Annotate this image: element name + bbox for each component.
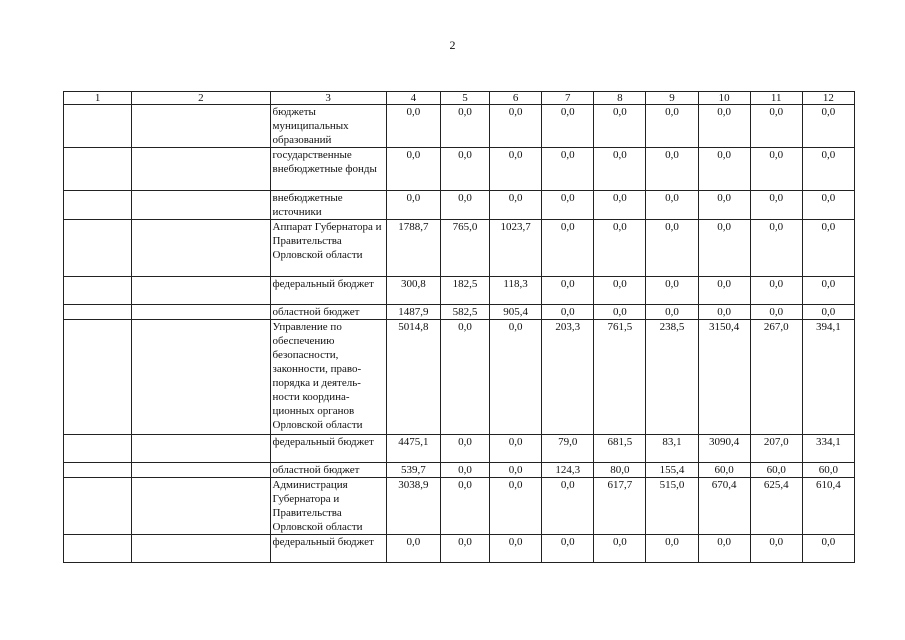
value-cell: 394,1 <box>802 320 854 435</box>
column-header: 4 <box>386 92 440 105</box>
empty-cell <box>64 277 132 305</box>
empty-cell <box>64 220 132 277</box>
value-cell: 765,0 <box>440 220 489 277</box>
value-cell: 1023,7 <box>490 220 542 277</box>
value-cell: 0,0 <box>646 105 698 148</box>
row-label: федеральный бюджет <box>270 435 386 463</box>
value-cell: 0,0 <box>698 105 750 148</box>
empty-cell <box>132 435 270 463</box>
value-cell: 0,0 <box>802 191 854 220</box>
value-cell: 582,5 <box>440 305 489 320</box>
table-row <box>64 478 855 535</box>
value-cell: 238,5 <box>646 320 698 435</box>
value-cell: 207,0 <box>750 435 802 463</box>
value-cell: 0,0 <box>698 535 750 563</box>
table-header-row <box>64 92 855 105</box>
row-label: внебюджетные источники <box>270 191 386 220</box>
value-cell: 83,1 <box>646 435 698 463</box>
value-cell: 0,0 <box>386 191 440 220</box>
value-cell: 0,0 <box>440 148 489 191</box>
value-cell: 0,0 <box>490 191 542 220</box>
value-cell: 0,0 <box>802 148 854 191</box>
value-cell: 3150,4 <box>698 320 750 435</box>
empty-cell <box>64 320 132 435</box>
value-cell: 300,8 <box>386 277 440 305</box>
value-cell: 0,0 <box>386 105 440 148</box>
value-cell: 0,0 <box>440 478 489 535</box>
value-cell: 0,0 <box>542 220 594 277</box>
value-cell: 681,5 <box>594 435 646 463</box>
value-cell: 60,0 <box>750 463 802 478</box>
column-header: 2 <box>132 92 270 105</box>
row-label: бюджеты муниципальных образований <box>270 105 386 148</box>
empty-cell <box>132 220 270 277</box>
row-label: Управление по обеспечению безопасности, законности, право-порядка и деятель-ности координа-ционных органов Орловской области <box>270 320 386 435</box>
table-row <box>64 535 855 563</box>
value-cell: 0,0 <box>594 535 646 563</box>
value-cell: 0,0 <box>802 535 854 563</box>
value-cell: 0,0 <box>594 148 646 191</box>
empty-cell <box>64 305 132 320</box>
value-cell: 0,0 <box>594 305 646 320</box>
table-row <box>64 148 855 191</box>
empty-cell <box>64 148 132 191</box>
value-cell: 0,0 <box>542 191 594 220</box>
empty-cell <box>132 191 270 220</box>
value-cell: 334,1 <box>802 435 854 463</box>
value-cell: 0,0 <box>750 191 802 220</box>
value-cell: 0,0 <box>542 277 594 305</box>
table-row <box>64 191 855 220</box>
value-cell: 118,3 <box>490 277 542 305</box>
value-cell: 0,0 <box>646 191 698 220</box>
empty-cell <box>132 148 270 191</box>
value-cell: 182,5 <box>440 277 489 305</box>
value-cell: 80,0 <box>594 463 646 478</box>
value-cell: 0,0 <box>542 478 594 535</box>
value-cell: 0,0 <box>750 148 802 191</box>
value-cell: 0,0 <box>646 277 698 305</box>
value-cell: 0,0 <box>802 277 854 305</box>
value-cell: 0,0 <box>594 191 646 220</box>
value-cell: 0,0 <box>542 148 594 191</box>
value-cell: 0,0 <box>750 305 802 320</box>
column-header: 1 <box>64 92 132 105</box>
value-cell: 0,0 <box>698 220 750 277</box>
value-cell: 617,7 <box>594 478 646 535</box>
value-cell: 670,4 <box>698 478 750 535</box>
value-cell: 539,7 <box>386 463 440 478</box>
value-cell: 0,0 <box>698 305 750 320</box>
row-label: государственные внебюджетные фонды <box>270 148 386 191</box>
value-cell: 515,0 <box>646 478 698 535</box>
value-cell: 60,0 <box>802 463 854 478</box>
value-cell: 79,0 <box>542 435 594 463</box>
row-label: федеральный бюджет <box>270 535 386 563</box>
empty-cell <box>132 320 270 435</box>
table-row <box>64 220 855 277</box>
value-cell: 0,0 <box>386 535 440 563</box>
value-cell: 0,0 <box>440 105 489 148</box>
column-header: 5 <box>440 92 489 105</box>
value-cell: 0,0 <box>542 305 594 320</box>
column-header: 3 <box>270 92 386 105</box>
value-cell: 0,0 <box>490 320 542 435</box>
value-cell: 0,0 <box>646 535 698 563</box>
value-cell: 0,0 <box>440 535 489 563</box>
value-cell: 3038,9 <box>386 478 440 535</box>
value-cell: 905,4 <box>490 305 542 320</box>
table-row <box>64 305 855 320</box>
value-cell: 0,0 <box>490 463 542 478</box>
value-cell: 0,0 <box>490 535 542 563</box>
value-cell: 0,0 <box>594 277 646 305</box>
value-cell: 3090,4 <box>698 435 750 463</box>
empty-cell <box>132 105 270 148</box>
table-row <box>64 105 855 148</box>
value-cell: 0,0 <box>802 105 854 148</box>
row-label: областной бюджет <box>270 463 386 478</box>
empty-cell <box>64 435 132 463</box>
value-cell: 0,0 <box>594 220 646 277</box>
value-cell: 0,0 <box>490 478 542 535</box>
value-cell: 0,0 <box>594 105 646 148</box>
column-header: 10 <box>698 92 750 105</box>
value-cell: 0,0 <box>440 435 489 463</box>
column-header: 6 <box>490 92 542 105</box>
value-cell: 0,0 <box>698 277 750 305</box>
column-header: 9 <box>646 92 698 105</box>
column-header: 7 <box>542 92 594 105</box>
value-cell: 0,0 <box>386 148 440 191</box>
value-cell: 0,0 <box>750 277 802 305</box>
value-cell: 0,0 <box>802 305 854 320</box>
value-cell: 267,0 <box>750 320 802 435</box>
value-cell: 0,0 <box>490 148 542 191</box>
empty-cell <box>132 305 270 320</box>
value-cell: 1487,9 <box>386 305 440 320</box>
value-cell: 5014,8 <box>386 320 440 435</box>
value-cell: 203,3 <box>542 320 594 435</box>
column-header: 8 <box>594 92 646 105</box>
value-cell: 0,0 <box>490 435 542 463</box>
empty-cell <box>64 478 132 535</box>
value-cell: 1788,7 <box>386 220 440 277</box>
column-header: 11 <box>750 92 802 105</box>
empty-cell <box>64 463 132 478</box>
value-cell: 0,0 <box>750 105 802 148</box>
empty-cell <box>132 277 270 305</box>
empty-cell <box>132 463 270 478</box>
page-number: 2 <box>449 38 456 52</box>
empty-cell <box>132 478 270 535</box>
row-label: Администрация Губернатора и Правительства Орловской области <box>270 478 386 535</box>
empty-cell <box>132 535 270 563</box>
value-cell: 0,0 <box>490 105 542 148</box>
value-cell: 0,0 <box>646 148 698 191</box>
table-row <box>64 320 855 435</box>
value-cell: 124,3 <box>542 463 594 478</box>
row-label: Аппарат Губернатора и Правительства Орловской области <box>270 220 386 277</box>
value-cell: 0,0 <box>698 148 750 191</box>
value-cell: 625,4 <box>750 478 802 535</box>
table-row <box>64 277 855 305</box>
table-row <box>64 435 855 463</box>
table-row <box>64 463 855 478</box>
value-cell: 0,0 <box>440 320 489 435</box>
value-cell: 0,0 <box>750 535 802 563</box>
value-cell: 60,0 <box>698 463 750 478</box>
value-cell: 0,0 <box>440 191 489 220</box>
value-cell: 0,0 <box>542 535 594 563</box>
value-cell: 610,4 <box>802 478 854 535</box>
value-cell: 0,0 <box>542 105 594 148</box>
value-cell: 0,0 <box>646 220 698 277</box>
empty-cell <box>64 105 132 148</box>
row-label: областной бюджет <box>270 305 386 320</box>
value-cell: 4475,1 <box>386 435 440 463</box>
value-cell: 155,4 <box>646 463 698 478</box>
budget-table <box>63 91 855 563</box>
value-cell: 0,0 <box>698 191 750 220</box>
value-cell: 0,0 <box>646 305 698 320</box>
empty-cell <box>64 191 132 220</box>
value-cell: 0,0 <box>750 220 802 277</box>
row-label: федеральный бюджет <box>270 277 386 305</box>
column-header: 12 <box>802 92 854 105</box>
value-cell: 0,0 <box>440 463 489 478</box>
empty-cell <box>64 535 132 563</box>
value-cell: 761,5 <box>594 320 646 435</box>
value-cell: 0,0 <box>802 220 854 277</box>
